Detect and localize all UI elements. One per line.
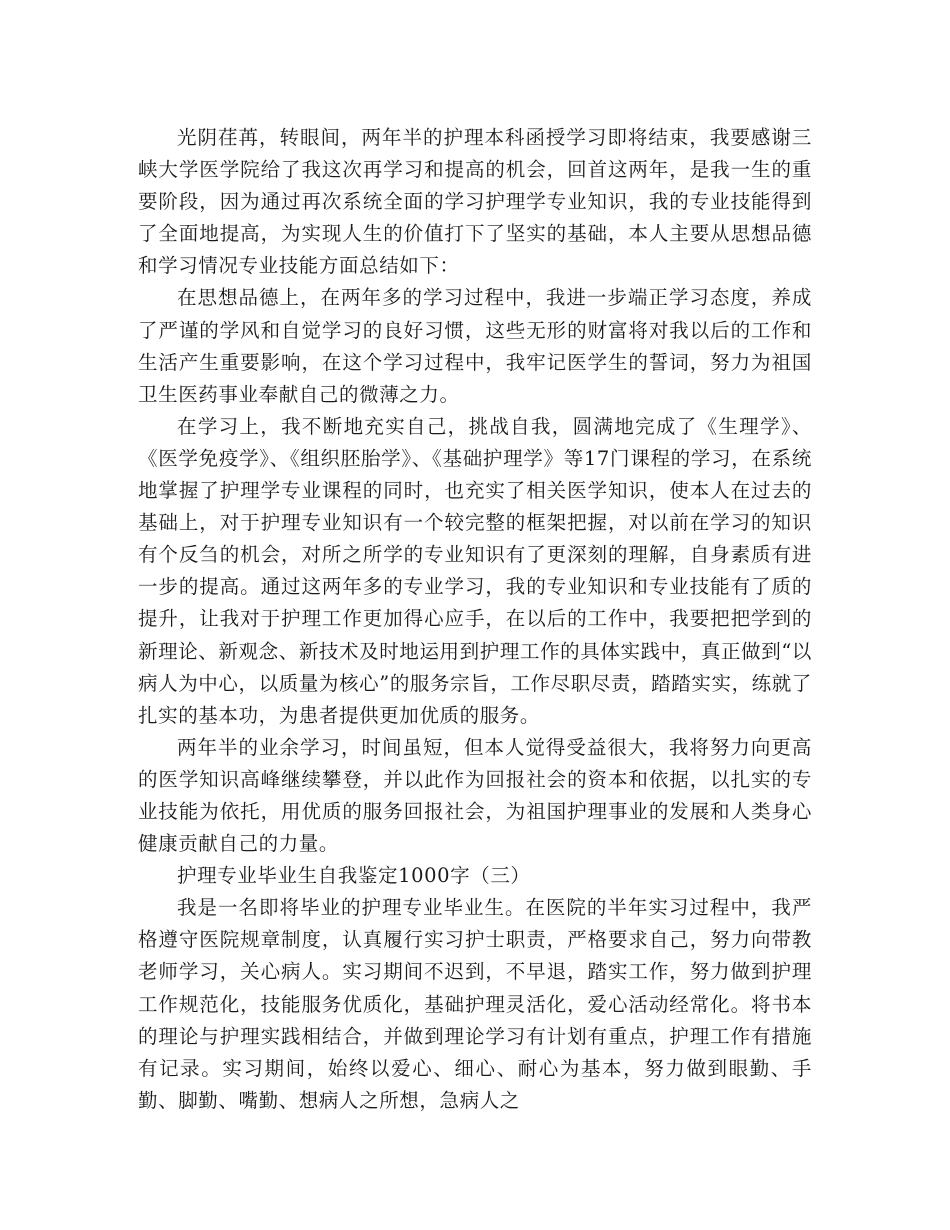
paragraph-study: 在学习上，我不断地充实自己，挑战自我，圆满地完成了《生理学》、《医学免疫学》、《组织胚胎学》、《基础护理学》等17门课程的学习，在系统地掌握了护理学专业课程的同时，也充实了相关医学知识，使本人在过去的基础上，对于护理专业知识有一个较完整的框架把握，对以前在学习的知识有个反刍的机会，对所之所学的专业知识有了更深刻的理解，自身素质有进一步的提高。通过这两年多的专业学习，我的专业知识和专业技能有了质的提升，让我对于护理工作更加得心应手，在以后的工作中，我要把把学到的新理论、新观念、新技术及时地运用到护理工作的具体实践中，真正做到“以病人为中心，以质量为核心”的服务宗旨，工作尽职尽责，踏踏实实，练就了扎实的基本功，为患者提供更加优质的服务。 bbox=[138, 414, 812, 727]
paragraph-conclusion: 两年半的业余学习，时间虽短，但本人觉得受益很大，我将努力向更高的医学知识高峰继续攀登，并以此作为回报社会的资本和依据，以扎实的专业技能为依托，用优质的服务回报社会，为祖国护理事业的发展和人类身心健康贡献自己的力量。 bbox=[138, 735, 812, 856]
paragraph-moral: 在思想品德上，在两年多的学习过程中，我进一步端正学习态度，养成了严谨的学风和自觉学习的良好习惯，这些无形的财富将对我以后的工作和生活产生重要影响，在这个学习过程中，我牢记医学生的誓词，努力为祖国卫生医药事业奉献自己的微薄之力。 bbox=[138, 286, 812, 406]
document-body bbox=[138, 122, 812, 1117]
paragraph-intro: 光阴荏苒，转眼间，两年半的护理本科函授学习即将结束，我要感谢三峡大学医学院给了我这次再学习和提高的机会，回首这两年，是我一生的重要阶段，因为通过再次系统全面的学习护理学专业知识，我的专业技能得到了全面地提高，为实现人生的价值打下了坚实的基础，本人主要从思想品德和学习情况专业技能方面总结如下： bbox=[138, 126, 812, 278]
section-heading: 护理专业毕业生自我鉴定1000字（三） bbox=[177, 864, 531, 888]
paragraph-internship: 我是一名即将毕业的护理专业毕业生。在医院的半年实习过程中，我严格遵守医院规章制度，认真履行实习护士职责，严格要求自己，努力向带教老师学习，关心病人。实习期间不迟到，不早退，踏实工作，努力做到护理工作规范化，技能服务优质化，基础护理灵活化，爱心活动经常化。将书本的理论与护理实践相结合，并做到理论学习有计划有重点，护理工作有措施有记录。实习期间，始终以爱心、细心、耐心为基本，努力做到眼勤、手勤、脚勤、嘴勤、想病人之所想，急病人之 bbox=[138, 896, 812, 1112]
